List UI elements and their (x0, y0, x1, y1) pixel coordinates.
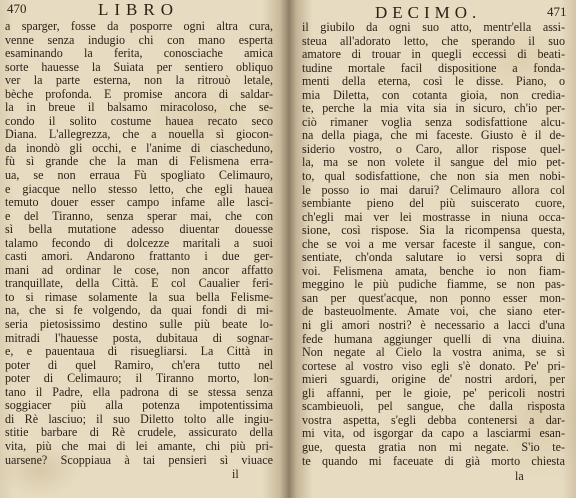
text-line: seria pietosissimo destino sulle più beate lo- (5, 318, 273, 332)
text-line: sentiate, ch'onda salutare io versi sopra di (302, 251, 565, 265)
text-line: menti della eterna, così le disse. Piano, o (302, 75, 565, 89)
text-line: il giubilo da ogni suo atto, mentr'ella assi- (302, 21, 565, 34)
text-line: mani ad ordinar le cose, non ancor affatto (5, 263, 273, 277)
text-line: scambieuoli, pel sangue, che dalla risposta (302, 400, 565, 414)
text-line: tranquillate, della Città. E col Caualier feri- (5, 277, 273, 291)
text-line: voi. Felismena amata, benche io non fiam- (302, 264, 565, 278)
running-head: DECIMO. (375, 3, 482, 22)
text-line: tano il Padre, ella padrona di se stessa senza (5, 385, 273, 399)
text-line: to si rimase solamente la sua bella Felisme- (5, 290, 273, 304)
text-line: e del Tiranno, senza sperar mai, che con (5, 209, 273, 223)
text-column (302, 21, 565, 468)
text-line: cortese al vostro viso egli s'è donato. Pe' pri- (302, 359, 565, 373)
text-line: mitradi l'hauesse posta, dubitaua di sognar- (5, 331, 273, 345)
catchword: il (232, 467, 239, 481)
text-line: che se voi a me versar faceste il sangue, con- (302, 237, 565, 251)
text-line: san per quest'acque, non ponno esser mon- (302, 291, 565, 305)
text-line: sorte hauesse la Suiata per sentiero obliquo (5, 60, 273, 74)
text-line: sione, così rispose. Sia la ricompensa questa, (302, 224, 565, 238)
text-line: de basteuolmente. Amate voi, che siano eter- (302, 305, 565, 319)
text-line: casti amori. Andarono frattanto i due ger- (5, 250, 273, 264)
text-line: mia Diletta, con cotanta gioia, non credia- (302, 88, 565, 102)
text-line: esaminando la ferita, conosciache amica (5, 47, 273, 61)
catchword: la (515, 469, 524, 483)
text-line: gue, questa gratia non mi negate. S'io te- (302, 440, 565, 454)
text-line: a sparger, fosse da posporre ogni altra cura, (5, 20, 273, 33)
text-line: gli affanni, per le gioie, pe' pericoli nostri (302, 386, 565, 400)
running-head: LIBRO (98, 0, 179, 19)
text-line: e giacque nello stesso letto, che egli hauea (5, 182, 273, 196)
text-line: soggiacer più alla potenza impotentissima (5, 399, 273, 413)
text-line: poter di Celimauro; il Tiranno morto, lon- (5, 372, 273, 386)
text-line: bèche profonda. E promise ancora di saldar- (5, 87, 273, 101)
text-line: ver la parte esterna, non la ritrouò letale, (5, 74, 273, 88)
text-line: condo il solito costume hauea recato seco (5, 114, 273, 128)
text-line: la in breue il balsamo miracoloso, che se- (5, 101, 273, 115)
text-line: vita, più che mai di lei amante, chi più pri- (5, 439, 273, 453)
text-line: ch'egli mai ver lei mostrasse in niuna occa- (302, 210, 565, 224)
text-line: di Rè lasciuo; il suo Diletto tolto alle ingiu- (5, 412, 273, 426)
text-line: e, e pauentaua di risuegliarsi. La Città in (5, 345, 273, 359)
text-line: na, che si fe volgendo, da quai fondi di mi- (5, 304, 273, 318)
text-line: steua all'adorato letto, che sperando il suo (302, 34, 565, 48)
text-line: da inondò gli occhi, e l'anime di ciascheduno, (5, 141, 273, 155)
text-line: uarsene? Scoppiaua à tai pensieri sì viuace (5, 453, 273, 467)
text-line: sembiante pieno del più suiscerato cuore, (302, 197, 565, 211)
text-line: te quando mi faceuate di già morto chiesta (302, 454, 565, 468)
text-line: mi vita, od isgorgar da capo a lasciarmi esan- (302, 427, 565, 441)
text-column (5, 20, 273, 467)
text-line: siderio vostro, o Caro, allor rispose quel- (302, 142, 565, 156)
text-line: ua, se non erraua Fù spogliato Celimauro, (5, 169, 273, 183)
text-line: Non negate al Cielo la vostra anima, se sì (302, 346, 565, 360)
text-line: ni gli amori nostri? è necessario a lacci d'una (302, 319, 565, 333)
text-line: Diana. L'allegrezza, che a nouella sì giocon- (5, 128, 273, 142)
text-line: poter di quel Ramiro, ch'era tutto nel (5, 358, 273, 372)
right-page (289, 0, 576, 498)
text-line: ciò rimaner voglia senza sodisfattione alcu- (302, 115, 565, 129)
text-line: talamo fecondo di dolcezze maritali a suoi (5, 236, 273, 250)
text-line: na della piaga, che mi faceste. Giusto è il de- (302, 129, 565, 143)
text-line: te, perche la mia vita sia in sicuro, ch'io per- (302, 102, 565, 116)
text-line: mieri sguardi, origine de' nostri ardori, per (302, 373, 565, 387)
text-line: venne senza indugio chi con mano esperta (5, 33, 273, 47)
text-line: la, ma se non volete il sangue del mio pet- (302, 156, 565, 170)
text-line: tudine mortale facil dispositione a fonda- (302, 61, 565, 75)
page-number: 471 (547, 4, 567, 19)
text-line: vostra aspetta, s'egli debba contenersi a dar- (302, 413, 565, 427)
text-line: sì bella mutatione adesso diuentar douesse (5, 223, 273, 237)
text-line: amatore di trouar in quegli eccessi di beati- (302, 48, 565, 62)
page-number: 470 (7, 1, 27, 16)
text-line: meggino le più pudiche fiamme, se non pas- (302, 278, 565, 292)
text-line: stitie barbare di Rè crudele, assicurato della (5, 426, 273, 440)
text-line: fede humana aggiunger quelli di vna diuina. (302, 332, 565, 346)
text-line: fù sì grande che la man di Felismena erra- (5, 155, 273, 169)
text-line: le posso io mai darui? Celimauro allora col (302, 183, 565, 197)
text-line: temuto douer esser campo infame alle lasci- (5, 196, 273, 210)
text-line: to, qual sodisfattione, che non sia men nobi- (302, 170, 565, 184)
